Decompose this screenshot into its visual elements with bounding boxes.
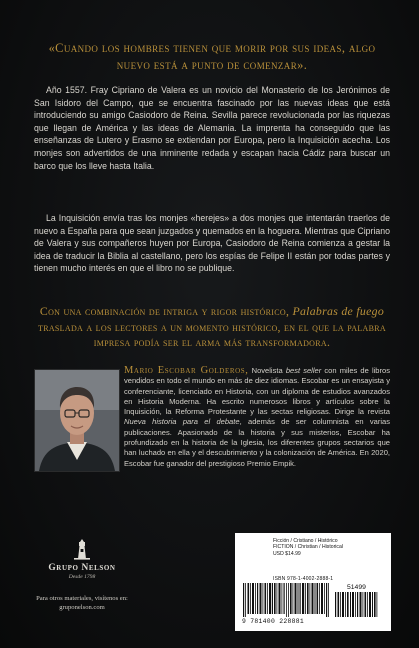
author-portrait-icon — [35, 370, 119, 471]
bio-magazine-title: Nueva historia para el debate — [124, 417, 240, 427]
website-note-line: Para otros materiales, visítenos en: — [36, 595, 128, 602]
price: USD $14.99 — [273, 550, 301, 557]
website-url[interactable]: gruponelson.com — [59, 604, 105, 611]
tagline-book-title: Palabras de fuego — [292, 304, 385, 318]
barcode-panel — [235, 533, 391, 631]
bio-emphasis-1: best seller — [285, 366, 322, 375]
barcode-icon — [235, 533, 391, 631]
category-english: FICTION / Christian / Historical — [273, 544, 343, 551]
lighthouse-logo-icon — [72, 538, 92, 560]
tagline-end: traslada a los lectores a un momento histórico, en el que la palabra impresa podía ser el arma más transformadora. — [38, 319, 386, 350]
publisher-website-note — [34, 594, 130, 612]
bio-text-2: con miles de libros vendidos en todo el mundo en más de diez idiomas. Escobar es un ensayista y conferenciante, licenciado en Historia, con un diploma de estudios avanzados en Historia Moderna. Ha escrito numerosos libros y artículos sobre la Inquisición, la Reforma Protestante y las sectas religiosas. Dirige la revista — [124, 366, 390, 417]
bio-text-1: Novelista — [251, 366, 283, 375]
bio-text-3: , además de ser columnista en varias publicaciones. Apasionado de la historia y sus misterios, Escobar ha profundizado en la historia de la Iglesia, los diferentes grupos sectarios que han luchado en ella y el descubrimiento y la colonización de América. En 2020, Escobar fue ganador del prestigioso Premio Empik. — [124, 417, 390, 468]
author-photo — [34, 369, 120, 472]
synopsis-paragraph-1: Año 1557. Fray Cipriano de Valera es un novicio del Monasterio de los Jerónimos de San Isidoro del Campo, que se encuentra fascinado por las nuevas ideas que está introduciendo su amigo Casiodoro de Reina. Sevilla parece revolucionada por las riquezas que llegan de América y las ideas de Alemania. La imprenta ha conseguido que las enseñanzas de Lutero y Erasmo se extiendan por Europa, pero la Inquisición acecha. Los monjes son advertidos de una inminente redada y escapan hacia Cádiz para buscar un barco que los lleve hasta Italia. — [34, 85, 390, 171]
author-name: Mario Escobar Golderos, — [124, 365, 249, 376]
publisher-logo — [42, 538, 122, 580]
tagline — [34, 304, 390, 351]
synopsis-paragraph-2: La Inquisición envía tras los monjes «herejes» a dos monjes que intentarán traerlos de nuevo a España para que sean juzgados y quemados en la hoguera. Mientras que Cipriano de Valera y sus compañeros huyen por Europa, Casiodoro de Reina comienza a gestar la idea de traducir la Biblia al castellano, pero los espías de Felipe II están por todas partes y tienen mucho interés en que el libro no se publique. — [34, 213, 390, 274]
category-spanish: Ficción / Cristiano / Histórico — [273, 538, 338, 544]
publisher-name: Grupo Nelson — [48, 563, 116, 573]
isbn: ISBN 978-1-4002-2888-1 — [273, 576, 334, 582]
price-code: 51499 — [347, 584, 366, 591]
opening-quote: «Cuando los hombres tienen que morir por sus ideas, algo nuevo está a punto de comenzar». — [48, 41, 376, 72]
tagline-start: Con una combinación de intriga y rigor histórico, — [39, 304, 290, 318]
barcode-number: 9 781400 228881 — [242, 618, 305, 625]
publisher-since: Desde 1798 — [68, 574, 96, 580]
author-bio — [124, 366, 390, 469]
